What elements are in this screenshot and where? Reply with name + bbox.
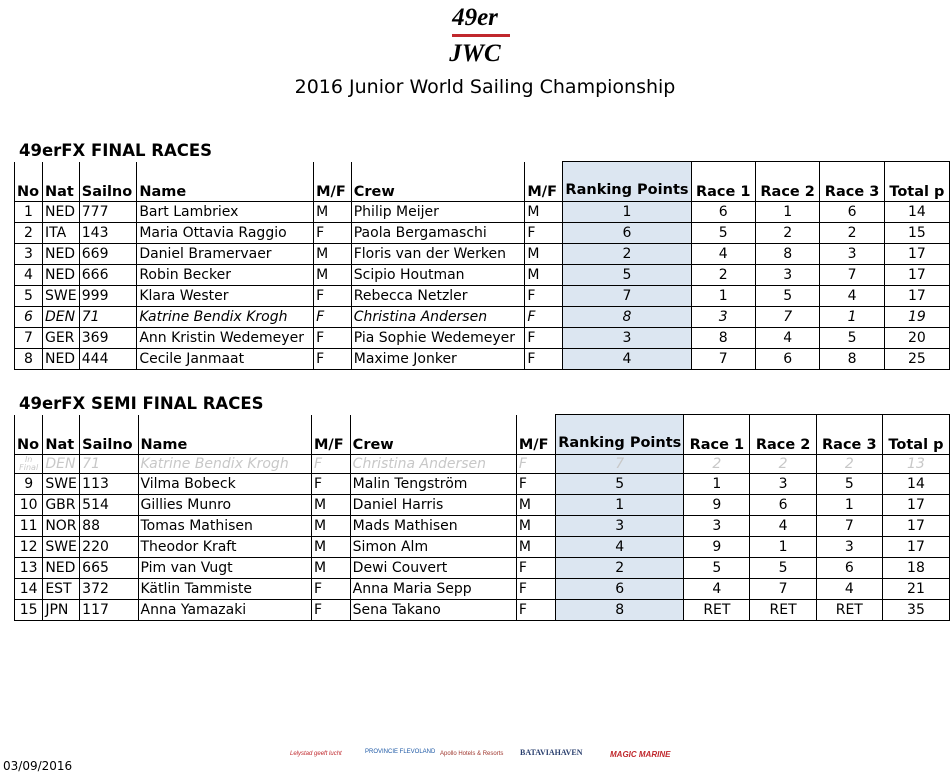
cell-no: 12 bbox=[15, 537, 43, 558]
cell-no: 8 bbox=[15, 349, 43, 370]
col-helm-mf-header: M/F bbox=[314, 162, 352, 202]
cell-sailno: 777 bbox=[79, 202, 137, 223]
col-crew-header: Crew bbox=[351, 162, 525, 202]
final-section-title: 49erFX FINAL RACES bbox=[19, 141, 213, 160]
cell-crew: Anna Maria Sepp bbox=[350, 579, 516, 600]
col-ranking-points-header: Ranking Points bbox=[563, 162, 691, 202]
cell-sailno: 444 bbox=[79, 349, 137, 370]
cell-crew-mf: M bbox=[525, 244, 563, 265]
cell-name: Pim van Vugt bbox=[138, 558, 311, 579]
cell-ranking-points: 6 bbox=[556, 579, 684, 600]
col-crew-header: Crew bbox=[350, 415, 516, 455]
cell-race-2: 7 bbox=[755, 307, 819, 328]
cell-race-2: 1 bbox=[750, 537, 816, 558]
cell-race-3: 3 bbox=[816, 537, 882, 558]
event-title: 2016 Junior World Sailing Championship bbox=[294, 76, 676, 98]
cell-race-3: 8 bbox=[820, 349, 884, 370]
cell-crew: Christina Andersen bbox=[351, 307, 525, 328]
cell-race-3: RET bbox=[816, 600, 882, 621]
cell-helm-mf: F bbox=[314, 307, 352, 328]
cell-race-3: 2 bbox=[816, 455, 882, 474]
cell-total: 35 bbox=[882, 600, 949, 621]
cell-total: 20 bbox=[884, 328, 949, 349]
cell-crew-mf: F bbox=[516, 558, 555, 579]
cell-total: 17 bbox=[884, 244, 949, 265]
col-race-2-header: Race 2 bbox=[750, 415, 816, 455]
cell-helm-mf: M bbox=[314, 265, 352, 286]
col-crew-mf-header: M/F bbox=[516, 415, 555, 455]
cell-crew-mf: M bbox=[516, 516, 555, 537]
cell-helm-mf: M bbox=[314, 244, 352, 265]
cell-race-3: 2 bbox=[820, 223, 884, 244]
cell-sailno: 88 bbox=[80, 516, 138, 537]
cell-ranking-points: 5 bbox=[556, 474, 684, 495]
cell-race-3: 5 bbox=[820, 328, 884, 349]
cell-crew: Philip Meijer bbox=[351, 202, 525, 223]
cell-crew: Pia Sophie Wedemeyer bbox=[351, 328, 525, 349]
col-total-header: Total p bbox=[882, 415, 949, 455]
cell-sailno: 113 bbox=[80, 474, 138, 495]
sponsor-flevoland: PROVINCIE FLEVOLAND bbox=[365, 749, 436, 755]
table-row bbox=[15, 600, 950, 621]
table-row bbox=[15, 244, 950, 265]
print-date: 03/09/2016 bbox=[3, 759, 73, 773]
cell-sailno: 999 bbox=[79, 286, 137, 307]
cell-sailno: 666 bbox=[79, 265, 137, 286]
logo-49er: 49er bbox=[452, 4, 498, 31]
table-row bbox=[15, 202, 950, 223]
cell-race-3: 5 bbox=[816, 474, 882, 495]
cell-no: 9 bbox=[15, 474, 43, 495]
cell-race-2: 6 bbox=[750, 495, 816, 516]
cell-race-3: 6 bbox=[820, 202, 884, 223]
cell-race-2: 8 bbox=[755, 244, 819, 265]
cell-helm-mf: F bbox=[314, 223, 352, 244]
cell-race-1: 6 bbox=[691, 202, 755, 223]
semi-section-title: 49erFX SEMI FINAL RACES bbox=[19, 394, 264, 413]
col-crew-mf-header: M/F bbox=[525, 162, 563, 202]
cell-name: Maria Ottavia Raggio bbox=[137, 223, 314, 244]
cell-crew-mf: F bbox=[516, 455, 555, 474]
cell-helm-mf: F bbox=[311, 600, 350, 621]
cell-race-3: 4 bbox=[820, 286, 884, 307]
cell-no: 11 bbox=[15, 516, 43, 537]
cell-helm-mf: M bbox=[311, 495, 350, 516]
cell-nat: ITA bbox=[42, 223, 79, 244]
cell-name: Vilma Bobeck bbox=[138, 474, 311, 495]
sponsor-apollo: Apollo Hotels & Resorts bbox=[440, 751, 504, 757]
cell-total: 14 bbox=[884, 202, 949, 223]
cell-total: 21 bbox=[882, 579, 949, 600]
cell-race-2: RET bbox=[750, 600, 816, 621]
cell-nat: NED bbox=[42, 349, 79, 370]
cell-race-2: 3 bbox=[750, 474, 816, 495]
cell-crew: Simon Alm bbox=[350, 537, 516, 558]
cell-race-2: 4 bbox=[755, 328, 819, 349]
col-sailno-header: Sailno bbox=[79, 162, 137, 202]
cell-ranking-points: 4 bbox=[556, 537, 684, 558]
cell-sailno: 369 bbox=[79, 328, 137, 349]
cell-helm-mf: F bbox=[314, 328, 352, 349]
cell-no: 2 bbox=[15, 223, 43, 244]
cell-race-1: 9 bbox=[684, 537, 750, 558]
cell-helm-mf: F bbox=[311, 579, 350, 600]
semi-results-table bbox=[14, 414, 950, 621]
col-no-header: No bbox=[15, 162, 43, 202]
col-sailno-header: Sailno bbox=[80, 415, 138, 455]
cell-no: In Final bbox=[15, 455, 43, 474]
cell-nat: SWE bbox=[42, 286, 79, 307]
cell-sailno: 117 bbox=[80, 600, 138, 621]
cell-helm-mf: F bbox=[311, 474, 350, 495]
cell-nat: NED bbox=[42, 202, 79, 223]
cell-crew: Malin Tengström bbox=[350, 474, 516, 495]
cell-crew: Sena Takano bbox=[350, 600, 516, 621]
sponsor-bataviahaven: BATAVIAHAVEN bbox=[520, 748, 583, 757]
cell-race-1: 9 bbox=[684, 495, 750, 516]
table-row bbox=[15, 349, 950, 370]
table-row bbox=[15, 265, 950, 286]
table-row bbox=[15, 495, 950, 516]
cell-crew-mf: F bbox=[516, 600, 555, 621]
cell-total: 19 bbox=[884, 307, 949, 328]
table-row bbox=[15, 328, 950, 349]
cell-nat: NED bbox=[42, 265, 79, 286]
cell-race-1: 1 bbox=[691, 286, 755, 307]
cell-ranking-points: 2 bbox=[563, 244, 691, 265]
cell-race-1: 2 bbox=[691, 265, 755, 286]
cell-name: Ann Kristin Wedemeyer bbox=[137, 328, 314, 349]
col-nat-header: Nat bbox=[43, 415, 80, 455]
cell-crew: Christina Andersen bbox=[350, 455, 516, 474]
cell-helm-mf: M bbox=[314, 202, 352, 223]
cell-total: 14 bbox=[882, 474, 949, 495]
cell-ranking-points: 7 bbox=[563, 286, 691, 307]
cell-crew-mf: M bbox=[525, 202, 563, 223]
col-race-3-header: Race 3 bbox=[820, 162, 884, 202]
cell-nat: GER bbox=[42, 328, 79, 349]
cell-crew-mf: F bbox=[525, 328, 563, 349]
cell-crew: Floris van der Werken bbox=[351, 244, 525, 265]
cell-nat: SWE bbox=[43, 474, 80, 495]
cell-crew-mf: F bbox=[516, 474, 555, 495]
cell-race-1: RET bbox=[684, 600, 750, 621]
cell-race-2: 6 bbox=[755, 349, 819, 370]
cell-name: Klara Wester bbox=[137, 286, 314, 307]
table-row bbox=[15, 516, 950, 537]
table-row bbox=[15, 537, 950, 558]
cell-race-3: 6 bbox=[816, 558, 882, 579]
cell-name: Bart Lambriex bbox=[137, 202, 314, 223]
cell-no: 3 bbox=[15, 244, 43, 265]
cell-name: Theodor Kraft bbox=[138, 537, 311, 558]
cell-nat: NED bbox=[42, 244, 79, 265]
table-row bbox=[15, 579, 950, 600]
final-results-table bbox=[14, 161, 950, 370]
cell-ranking-points: 6 bbox=[563, 223, 691, 244]
cell-crew-mf: M bbox=[516, 537, 555, 558]
cell-nat: JPN bbox=[43, 600, 80, 621]
cell-race-1: 7 bbox=[691, 349, 755, 370]
cell-race-3: 7 bbox=[820, 265, 884, 286]
cell-nat: NOR bbox=[43, 516, 80, 537]
cell-no: 6 bbox=[15, 307, 43, 328]
col-race-3-header: Race 3 bbox=[816, 415, 882, 455]
cell-no: 14 bbox=[15, 579, 43, 600]
col-race-2-header: Race 2 bbox=[755, 162, 819, 202]
cell-race-2: 5 bbox=[750, 558, 816, 579]
cell-crew: Scipio Houtman bbox=[351, 265, 525, 286]
cell-crew: Maxime Jonker bbox=[351, 349, 525, 370]
cell-crew: Daniel Harris bbox=[350, 495, 516, 516]
cell-total: 17 bbox=[884, 265, 949, 286]
cell-race-1: 8 bbox=[691, 328, 755, 349]
cell-no: 10 bbox=[15, 495, 43, 516]
cell-sailno: 71 bbox=[80, 455, 138, 474]
col-no-header: No bbox=[15, 415, 43, 455]
cell-ranking-points: 4 bbox=[563, 349, 691, 370]
table-row bbox=[15, 286, 950, 307]
cell-race-1: 3 bbox=[684, 516, 750, 537]
cell-race-1: 4 bbox=[691, 244, 755, 265]
cell-name: Tomas Mathisen bbox=[138, 516, 311, 537]
cell-race-1: 1 bbox=[684, 474, 750, 495]
cell-ranking-points: 8 bbox=[556, 600, 684, 621]
cell-sailno: 514 bbox=[80, 495, 138, 516]
cell-race-1: 5 bbox=[684, 558, 750, 579]
cell-crew-mf: M bbox=[525, 265, 563, 286]
cell-crew-mf: F bbox=[516, 579, 555, 600]
cell-crew: Paola Bergamaschi bbox=[351, 223, 525, 244]
logo-jwc: JWC bbox=[449, 40, 501, 67]
cell-name: Kätlin Tammiste bbox=[138, 579, 311, 600]
cell-total: 17 bbox=[882, 537, 949, 558]
cell-ranking-points: 8 bbox=[563, 307, 691, 328]
cell-helm-mf: F bbox=[314, 349, 352, 370]
cell-sailno: 220 bbox=[80, 537, 138, 558]
cell-name: Katrine Bendix Krogh bbox=[137, 307, 314, 328]
table-row bbox=[15, 558, 950, 579]
cell-ranking-points: 5 bbox=[563, 265, 691, 286]
cell-ranking-points: 2 bbox=[556, 558, 684, 579]
cell-race-1: 3 bbox=[691, 307, 755, 328]
cell-name: Gillies Munro bbox=[138, 495, 311, 516]
cell-ranking-points: 1 bbox=[563, 202, 691, 223]
cell-race-3: 7 bbox=[816, 516, 882, 537]
cell-sailno: 143 bbox=[79, 223, 137, 244]
cell-race-1: 5 bbox=[691, 223, 755, 244]
cell-ranking-points: 3 bbox=[563, 328, 691, 349]
cell-race-2: 7 bbox=[750, 579, 816, 600]
col-ranking-points-header: Ranking Points bbox=[556, 415, 684, 455]
cell-total: 13 bbox=[882, 455, 949, 474]
cell-race-1: 2 bbox=[684, 455, 750, 474]
cell-sailno: 669 bbox=[79, 244, 137, 265]
cell-crew-mf: M bbox=[516, 495, 555, 516]
table-row bbox=[15, 307, 950, 328]
cell-nat: NED bbox=[43, 558, 80, 579]
cell-name: Robin Becker bbox=[137, 265, 314, 286]
cell-helm-mf: M bbox=[311, 558, 350, 579]
cell-crew: Dewi Couvert bbox=[350, 558, 516, 579]
col-name-header: Name bbox=[138, 415, 311, 455]
cell-name: Cecile Janmaat bbox=[137, 349, 314, 370]
cell-nat: DEN bbox=[42, 307, 79, 328]
cell-race-3: 1 bbox=[816, 495, 882, 516]
logo-divider bbox=[452, 34, 510, 37]
cell-no: 4 bbox=[15, 265, 43, 286]
cell-sailno: 665 bbox=[80, 558, 138, 579]
col-total-header: Total p bbox=[884, 162, 949, 202]
cell-race-3: 1 bbox=[820, 307, 884, 328]
table-row bbox=[15, 223, 950, 244]
cell-crew-mf: F bbox=[525, 286, 563, 307]
col-race-1-header: Race 1 bbox=[684, 415, 750, 455]
sponsor-magic-marine: MAGIC MARINE bbox=[610, 750, 671, 759]
col-race-1-header: Race 1 bbox=[691, 162, 755, 202]
cell-ranking-points: 1 bbox=[556, 495, 684, 516]
cell-nat: DEN bbox=[43, 455, 80, 474]
cell-race-2: 2 bbox=[750, 455, 816, 474]
cell-name: Daniel Bramervaer bbox=[137, 244, 314, 265]
cell-race-3: 3 bbox=[820, 244, 884, 265]
cell-no: 1 bbox=[15, 202, 43, 223]
cell-helm-mf: F bbox=[311, 455, 350, 474]
cell-crew: Mads Mathisen bbox=[350, 516, 516, 537]
cell-race-1: 4 bbox=[684, 579, 750, 600]
cell-nat: SWE bbox=[43, 537, 80, 558]
cell-no: 5 bbox=[15, 286, 43, 307]
cell-race-2: 5 bbox=[755, 286, 819, 307]
cell-ranking-points: 3 bbox=[556, 516, 684, 537]
table-row bbox=[15, 474, 950, 495]
cell-sailno: 71 bbox=[79, 307, 137, 328]
cell-name: Katrine Bendix Krogh bbox=[138, 455, 311, 474]
cell-total: 18 bbox=[882, 558, 949, 579]
col-helm-mf-header: M/F bbox=[311, 415, 350, 455]
cell-nat: EST bbox=[43, 579, 80, 600]
cell-no: 13 bbox=[15, 558, 43, 579]
cell-race-3: 4 bbox=[816, 579, 882, 600]
cell-total: 17 bbox=[882, 516, 949, 537]
cell-crew-mf: F bbox=[525, 223, 563, 244]
col-nat-header: Nat bbox=[42, 162, 79, 202]
cell-crew: Rebecca Netzler bbox=[351, 286, 525, 307]
cell-name: Anna Yamazaki bbox=[138, 600, 311, 621]
cell-sailno: 372 bbox=[80, 579, 138, 600]
cell-helm-mf: F bbox=[314, 286, 352, 307]
cell-ranking-points: 7 bbox=[556, 455, 684, 474]
cell-helm-mf: M bbox=[311, 537, 350, 558]
cell-total: 25 bbox=[884, 349, 949, 370]
cell-no: 7 bbox=[15, 328, 43, 349]
cell-race-2: 2 bbox=[755, 223, 819, 244]
cell-no: 15 bbox=[15, 600, 43, 621]
cell-race-2: 1 bbox=[755, 202, 819, 223]
cell-total: 17 bbox=[884, 286, 949, 307]
cell-total: 17 bbox=[882, 495, 949, 516]
cell-total: 15 bbox=[884, 223, 949, 244]
cell-nat: GBR bbox=[43, 495, 80, 516]
cell-race-2: 4 bbox=[750, 516, 816, 537]
col-name-header: Name bbox=[137, 162, 314, 202]
sponsor-lelystad: Lelystad geeft lucht bbox=[290, 751, 342, 757]
cell-crew-mf: F bbox=[525, 307, 563, 328]
finalist-reference-row bbox=[15, 455, 950, 474]
cell-crew-mf: F bbox=[525, 349, 563, 370]
cell-helm-mf: M bbox=[311, 516, 350, 537]
cell-race-2: 3 bbox=[755, 265, 819, 286]
